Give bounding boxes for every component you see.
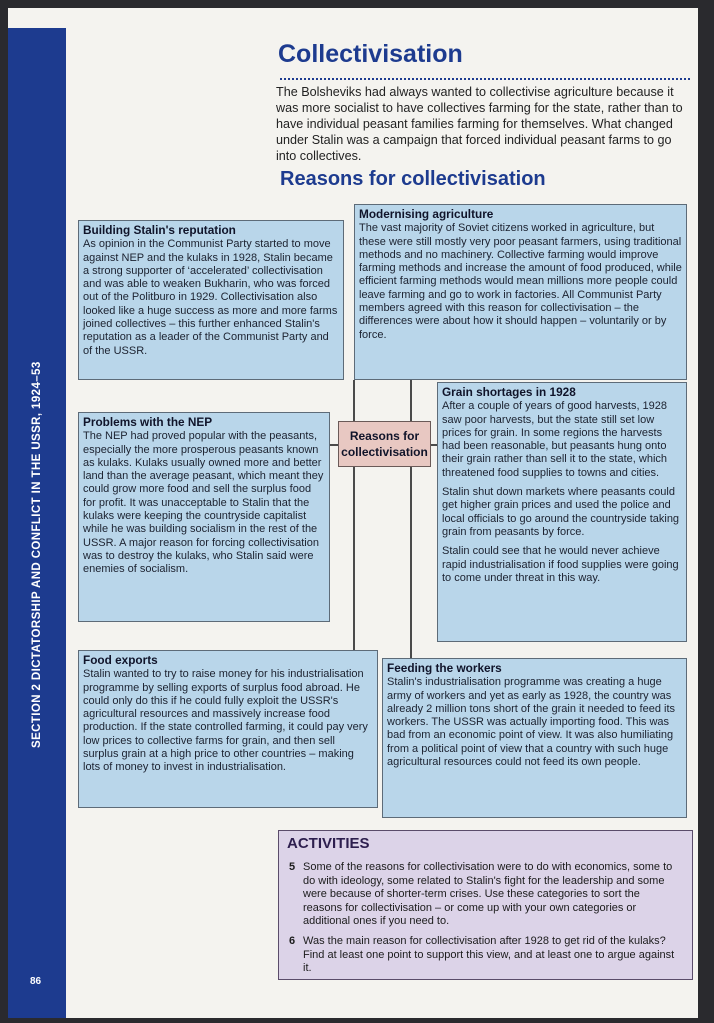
title-divider: [280, 78, 690, 80]
box-text: As opinion in the Communist Party started to move against NEP and the kulaks in 1928, Stalin became a strong supporter of ‘accelerated’ collectivisation and was able to weaken Bukharin, who was forced out of the Politburo in 1929. Collectivisation also looked like a huge success as more and more farms joined collectives – this further enhanced Stalin's reputation as a leader of the Communist Party and of the USSR.: [83, 238, 338, 357]
box-title: Modernising agriculture: [359, 207, 494, 221]
textbook-page: [8, 8, 698, 1018]
box-text: Stalin could see that he would never achieve rapid industrialisation if food supplies were going to come under threat in this way.: [442, 545, 679, 584]
reason-box-food-exports: [78, 650, 378, 808]
page-number: 86: [30, 976, 42, 987]
box-text: Stalin wanted to try to raise money for his industrialisation programme by selling exports of surplus food abroad. He could only do this if he could fully exploit the USSR's agricultural resources and massively increase food production. If the state controlled farming, it could pay very low prices to collective farms for grain, and then sell surplus grain at a high price to other countries – making lots of money to invest in industrialisation.: [83, 668, 368, 774]
intro-paragraph: The Bolsheviks had always wanted to collectivise agriculture because it was more socialist to have collectives farming for the state, rather than to have individual peasant families farming for themselves. What changed under Stalin was a campaign that forced individual peasant farms to go into collectives.: [276, 85, 683, 163]
box-text: Stalin's industrialisation programme was creating a huge army of workers and yet as early as 1928, the country was already 2 million tons short of the grain it needed to feed its workers. The USSR was actually importing food. This was bad from an economic point of view. It was also humiliating from a political point of view that a country with such huge agricultural resources could not feed its own people.: [387, 676, 676, 769]
connector-line: [330, 444, 338, 446]
activity-number: 5: [289, 861, 296, 873]
diagram-center-label: Reasons for collectivisation: [338, 421, 431, 467]
box-title: Food exports: [83, 653, 158, 667]
section-subtitle: Reasons for collectivisation: [280, 168, 546, 190]
activity-text: Some of the reasons for collectivisation were to do with economics, some to do with ideology, some related to Stalin's fight for the leadership and some were because of shorter-term crises. Use these categories to sort the reasons for collectivisation – or come up with your own categories or additional ones if you need to.: [303, 861, 673, 927]
box-title: Feeding the workers: [387, 661, 502, 675]
box-title: Grain shortages in 1928: [442, 385, 576, 399]
reason-box-grain-shortages: [437, 382, 687, 642]
reason-box-modernising-agriculture: [354, 204, 687, 380]
box-text: After a couple of years of good harvests, 1928 saw poor harvests, but the state still set low prices for grain. In some regions the harvests had been reasonable, but peasants hung onto their grain rather than sell it to the state, which threatened food supplies to towns and cities.: [442, 400, 668, 479]
activity-item: [289, 861, 681, 929]
reason-box-feeding-workers: [382, 658, 687, 818]
activity-number: 6: [289, 935, 296, 947]
box-text: Stalin shut down markets where peasants could get higher grain prices and used the police and local officials to go around the countryside taking grain from peasants by force.: [442, 486, 680, 538]
reason-box-building-reputation: [78, 220, 344, 380]
activities-title: ACTIVITIES: [287, 835, 370, 852]
activity-item: [289, 935, 681, 976]
box-title: Building Stalin's reputation: [83, 223, 236, 237]
page-title: Collectivisation: [278, 40, 463, 68]
reason-box-problems-nep: [78, 412, 330, 622]
box-text: The NEP had proved popular with the peasants, especially the more prosperous peasants known as kulaks. Kulaks usually owned more and better land than the average peasant, which meant they could grow more food and sell the surplus food for profit. It was unacceptable to Stalin that the kulaks were keeping the countryside capitalist while he was building socialism in the rest of the USSR. A major reason for forcing collectivisation was to destroy the kulaks, who Stalin said were enemies of socialism.: [83, 430, 324, 576]
activity-text: Was the main reason for collectivisation after 1928 to get rid of the kulaks? Find at least one point to support this view, and at least one to argue against it.: [303, 935, 675, 974]
activities-panel: [278, 830, 693, 980]
section-sidebar: [8, 28, 66, 1018]
section-title: SECTION 2 DICTATORSHIP AND CONFLICT IN THE USSR, 1924–53: [31, 361, 43, 748]
box-text: The vast majority of Soviet citizens worked in agriculture, but these were still mostly very poor peasant farmers, using traditional methods and no machinery. Collective farming would improve farming methods and increase the amount of food produced, while efficient farming methods would mean millions more people could leave farming and go to work in factories. All Communist Party members agreed with this reason for collectivisation – the differences were about how it should happen – voluntarily or by force.: [359, 222, 682, 341]
box-title: Problems with the NEP: [83, 415, 213, 429]
